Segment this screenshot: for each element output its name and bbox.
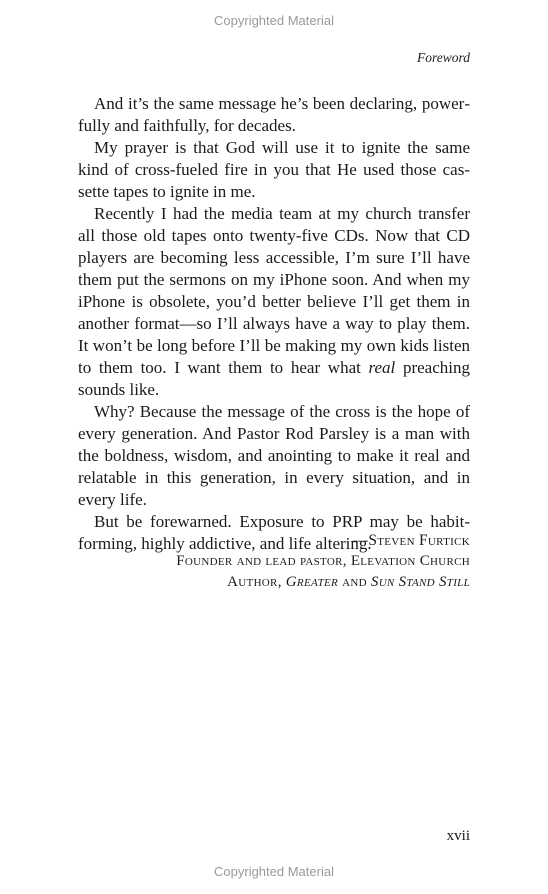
paragraph-3-italic: real xyxy=(368,358,396,377)
book-title-2: Sun Stand Still xyxy=(370,574,470,590)
page-number: xvii xyxy=(446,828,470,844)
paragraph-3 xyxy=(78,203,470,401)
paragraph-3-text-b: preaching sounds like. xyxy=(78,358,470,399)
book-joiner: and xyxy=(338,574,371,590)
attribution-signature: —Steven Furtick xyxy=(352,532,470,549)
paragraph-5: But be forewarned. Exposure to PRP may be habitforming, highly addictive, and life altering. xyxy=(78,512,470,553)
book-title-1: Greater xyxy=(285,574,339,590)
attribution-block xyxy=(176,530,470,593)
author-prefix: Author, xyxy=(227,574,286,590)
attribution-role: Founder and lead pastor, Elevation Church xyxy=(176,553,470,569)
foreword-body xyxy=(78,93,470,555)
copyright-watermark-bottom: Copyrighted Material xyxy=(214,864,334,879)
attribution-author-line xyxy=(176,572,470,593)
copyright-watermark-top: Copyrighted Material xyxy=(214,13,334,28)
paragraph-3-text-a: Recently I had the media team at my church transfer all those old tapes onto twenty-five CDs. Now that CD players are becoming less accessible, I’m sure I’ll have them put the sermons on my iPhone soon. And when my iPhone is obsolete, you’d better believe I’ll get them in another format—so I’ll always have a way to play them. It won’t be long before I’ll be making my own kids listen to them too. I want them to hear what xyxy=(78,204,470,377)
paragraph-2: My prayer is that God will use it to ignite the same kind of cross-fueled fire in you that He used those cassette tapes to ignite in me. xyxy=(78,138,470,201)
paragraph-1: And it’s the same message he’s been declaring, powerfully and faithfully, for decades. xyxy=(78,94,470,135)
running-head: Foreword xyxy=(417,50,470,65)
paragraph-4: Why? Because the message of the cross is the hope of every generation. And Pastor Rod Parsley is a man with the boldness, wisdom, and anointing to make it real and relatable in this generation, in every situation, and in every life. xyxy=(78,402,470,509)
